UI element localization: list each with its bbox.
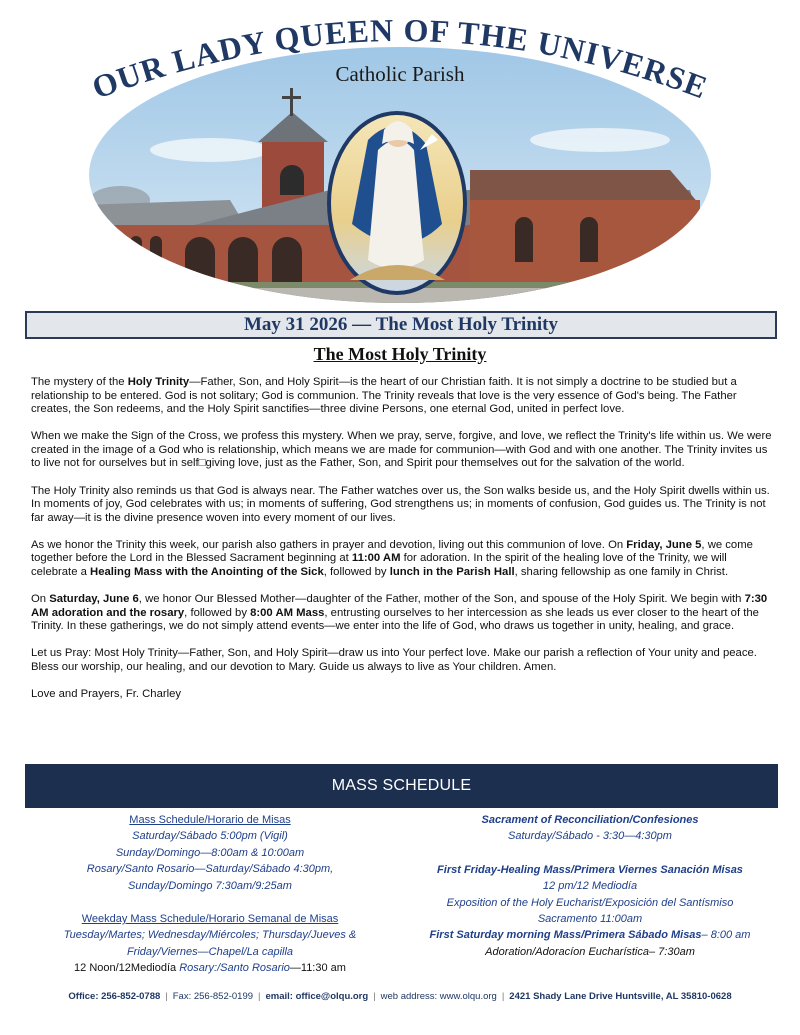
date-heading: May 31 2026 — The Most Holy Trinity: [243, 314, 559, 335]
mass-line: Saturday/Sábado 5:00pm (Vigil): [132, 830, 288, 843]
paragraph-4: As we honor the Trinity this week, our parish also gathers in prayer and devotion, living out this communion of love. On Friday, June 5, we come together before the Lord in the Blessed Sacrament beginning at 11:00 AM for adoration. In the spirit of the healing love of the Trinity, we will celebrate a Healing Mass with the Anointing of the Sick, followed by lunch in the Parish Hall, sharing fellowship as one family in Christ.: [31, 538, 753, 579]
mass-line: Rosary/Santo Rosario—Saturday/Sábado 4:30pm,: [86, 863, 334, 876]
paragraph-2: When we make the Sign of the Cross, we profess this mystery. When we pray, serve, forgive, and love, we reflect the Trinity's life within us. We were created in the image of a God who is relationship, which means we are made for communion—with God and with one another. The Trinity invites us to live not for ourselves but in self□giving love, just as the Father, Son, and Spirit pour themselves out for the salvation of the world.: [31, 430, 772, 470]
reconciliation-heading: Sacrament of Reconciliation/Confesiones: [481, 814, 699, 826]
article-body: [31, 376, 773, 715]
p1-text: The mystery of the Holy Trinity—Father, Son, and Holy Spirit—is the heart of our Christian faith. It is not simply a doctrine to be studied but a relationship to be entered. God is not solitary; God is communion. The Trinity reveals that love is the very essence of God's being. The Father creates, the Son redeems, and the Holy Spirit sanctifies—three divine Persons, one eternal God, united in perfect love.: [31, 376, 737, 416]
footer-address: 2421 Shady Lane Drive Huntsville, AL 35810-0628: [509, 991, 732, 1002]
adoration-line: Adoration/Adoracíon Eucharística– 7:30am: [485, 945, 695, 958]
first-friday-line: Sacramento 11:00am: [537, 913, 643, 926]
mass-time: 8:00 AM Mass: [250, 606, 325, 619]
svg-text:OUR LADY QUEEN OF THE UNIVERSE: [87, 12, 713, 106]
mass-schedule-title: MASS SCHEDULE: [331, 777, 472, 794]
footer-fax: Fax: 256-852-0199: [172, 991, 254, 1002]
mass-schedule-header: [25, 764, 778, 808]
weekday-line: Friday/Viernes—Chapel/La capilla: [126, 945, 294, 958]
noon-line: 12 Noon/12Mediodía Rosary:/Santo Rosario—11:30 am: [74, 962, 346, 975]
mass-line: Sunday/Domingo—8:00am & 10:00am: [115, 846, 305, 859]
reconciliation-line: Saturday/Sábado - 3:30—4:30pm: [508, 830, 672, 843]
weekday-schedule-heading: Weekday Mass Schedule/Horario Semanal de Misas: [81, 913, 339, 926]
footer: Office: 256-852-0788 | Fax: 256-852-0199 | email: office@olqu.org | web address: www.olqu.org | 2421 Shady Lane Drive Huntsville, AL 35810-0628: [68, 991, 732, 1002]
date-bar: [25, 311, 777, 339]
parish-title-arc: [0, 0, 800, 120]
footer-web[interactable]: web address: www.olqu.org: [380, 991, 497, 1002]
schedule-right-column: [405, 812, 775, 960]
mass-line: Sunday/Domingo 7:30am/9:25am: [128, 879, 292, 892]
prayer: Let us Pray: Most Holy Trinity—Father, Son, and Holy Spirit—draw us into Your perfect love. Make our parish a reflection of Your unity and peace. Bless our worship, our healing, and our devotion to Mary. Guide us always to live as Your children. Amen.: [31, 647, 757, 673]
paragraph-1: [31, 376, 773, 417]
paragraph-5: On Saturday, June 6, we honor Our Blessed Mother—daughter of the Father, mother of the Son, and spouse of the Holy Spirit. We begin with 7:30 AM adoration and the rosary, followed by 8:00 AM Mass, entrusting ourselves to her intercession as she leads us ever closer to the heart of the Trinity. In these gatherings, we do not simply attend events—we enter into the life of God, who draws us together in unity, healing, and grace.: [31, 593, 768, 633]
first-friday-heading: First Friday-Healing Mass/Primera Viernes Sanación Misas: [437, 863, 743, 876]
adoration-time: 11:00 AM: [351, 552, 401, 565]
header-banner: [0, 0, 800, 305]
rosary-time: 7:30 AM adoration and the rosary: [31, 593, 768, 619]
first-friday-line: 12 pm/12 Mediodía: [542, 880, 638, 893]
friday-date: Friday, June 5: [626, 538, 702, 551]
parish-subtitle: Catholic Parish: [335, 62, 465, 86]
footer-office: Office: 256-852-0788: [68, 991, 161, 1002]
schedule-left-column: [40, 812, 380, 977]
saturday-date: Saturday, June 6: [49, 593, 139, 606]
parish-title: OUR LADY QUEEN OF THE UNIVERSE: [87, 11, 713, 106]
signature: Love and Prayers, Fr. Charley: [31, 688, 182, 701]
first-saturday-line: First Saturday morning Mass/Primera Sábado Misas– 8:00 am: [429, 929, 751, 942]
article-title: The Most Holy Trinity: [313, 344, 487, 364]
healing-mass: Healing Mass with the Anointing of the Sick: [90, 566, 324, 579]
parish-hall-lunch: lunch in the Parish Hall: [389, 566, 515, 579]
mass-schedule-heading: Mass Schedule/Horario de Misas: [129, 814, 291, 826]
first-friday-line: Exposition of the Holy Eucharist/Exposición del Santísmiso: [446, 896, 734, 909]
paragraph-3: The Holy Trinity also reminds us that God is always near. The Father watches over us, the Son walks beside us, and the Holy Spirit dwells within us. In moments of joy, God celebrates with us; in moments of suffering, God strengthens us; in moments of confusion, God guides us. The Trinity is not far away—it is the divine presence woven into every moment of our lives.: [31, 484, 770, 524]
footer-email[interactable]: email: office@olqu.org: [265, 991, 369, 1002]
weekday-line: Tuesday/Martes; Wednesday/Miércoles; Thursday/Jueves &: [63, 929, 357, 942]
